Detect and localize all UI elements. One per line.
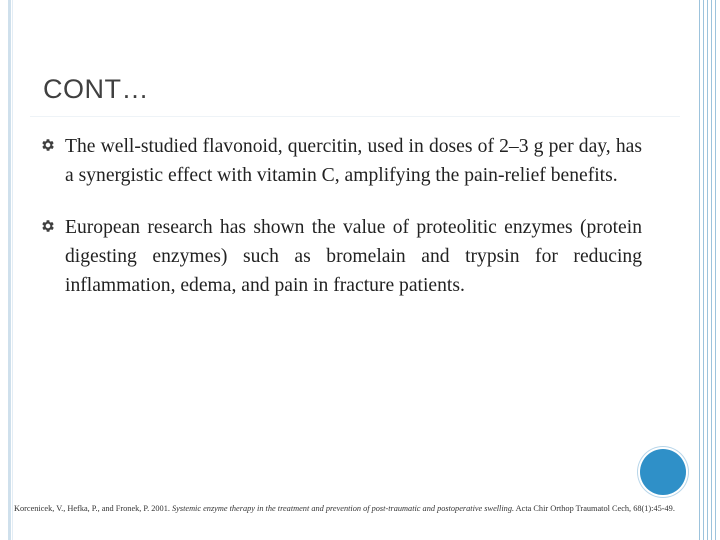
slide-frame-right-border (693, 0, 720, 540)
citation-footer (14, 504, 704, 513)
citation-authors: Korcenicek, V., Hefka, P., and Fronek, P. 2001. (14, 504, 173, 513)
citation-journal: Acta Chir Orthop Traumatol Cech, 68(1):45-49. (514, 504, 675, 513)
decorative-circle (640, 449, 686, 495)
slide-frame-left-border (8, 0, 11, 540)
gear-icon (40, 218, 56, 234)
gear-icon (40, 137, 56, 153)
bullet-text: European research has shown the value of proteolitic enzymes (protein digesting enzymes) such as bromelain and trypsin for reducing inflammation, edema, and pain in fracture patients. (65, 217, 642, 296)
bullet-item (40, 132, 642, 190)
title-divider (30, 116, 680, 117)
slide-frame-left-inner-border (12, 0, 13, 540)
bullet-text: The well‐studied flavonoid, quercitin, used in doses of 2–3 g per day, has a synergistic effect with vitamin C, amplifying the pain‐relief benefits. (65, 136, 642, 186)
slide-title: CONT… (43, 74, 149, 104)
bullet-list (40, 132, 642, 323)
bullet-item (40, 213, 642, 300)
citation-title: Systemic enzyme therapy in the treatment and prevention of post-traumatic and postoperative swelling. (172, 504, 515, 513)
